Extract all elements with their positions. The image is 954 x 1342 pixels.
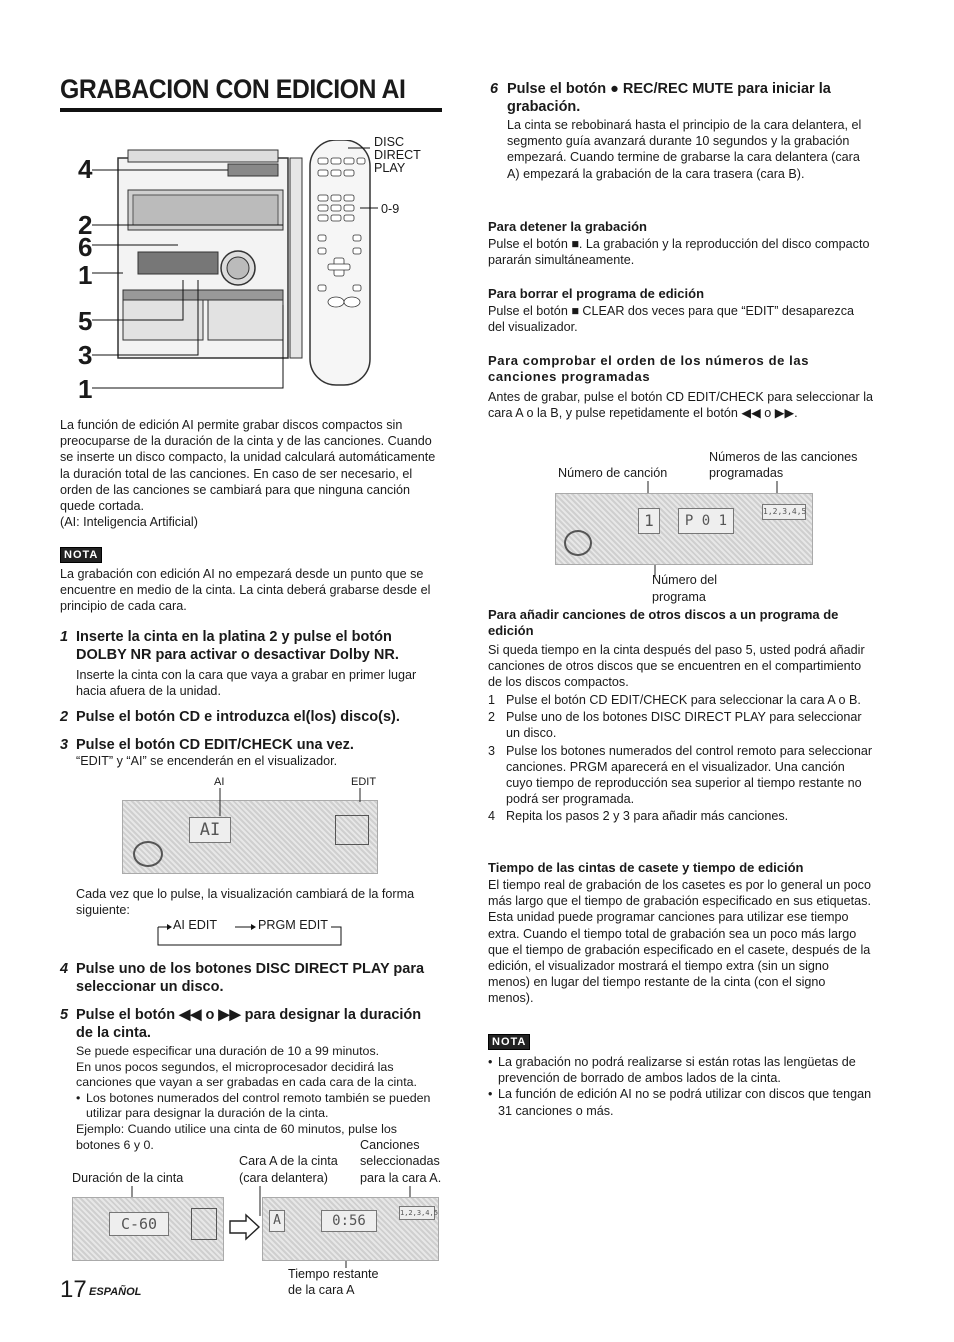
comprobar-lcd-tracks: 1,2,3,4,5 xyxy=(762,504,806,520)
lbl-numero-del: Número del xyxy=(652,573,718,587)
lbl-de-cara-a: de la cara A xyxy=(288,1283,355,1297)
lbl-para-cara: para la cara A. xyxy=(360,1171,442,1185)
step-3-number: 3 xyxy=(60,737,69,753)
lbl-programadas: programadas xyxy=(709,466,784,480)
detener-body: Pulse el botón ■. La grabación y la reproducción del disco compacto pararán simultáneamente. xyxy=(488,237,870,268)
disc-icon xyxy=(564,530,592,556)
callout-4: 4 xyxy=(78,154,93,184)
step-3-title: Pulse el botón CD EDIT/CHECK una vez. xyxy=(76,737,354,753)
list-item: 4 Repita los pasos 2 y 3 para añadir más canciones. xyxy=(488,809,789,824)
page-language: ESPAÑOL xyxy=(89,1286,142,1298)
borrar-body: Pulse el botón ■ CLEAR dos veces para que “EDIT” desaparezca del visualizador. xyxy=(488,304,855,335)
step-5-lcd-tape-length: C-60 xyxy=(109,1212,169,1236)
nota-1-text: La grabación con edición AI no empezará desde un punto que se encuentre en medio de la cinta. La cinta deberá grabarse desde el principio de cada cara. xyxy=(60,567,431,614)
remote-label-0-9: 0-9 xyxy=(381,202,400,216)
anadir-list xyxy=(488,692,873,825)
disc-icon xyxy=(133,841,163,867)
step-5-body-2: En unos pocos segundos, el microprocesador decidirá las canciones que vayan a ser grabadas en cada cara de la cinta. xyxy=(76,1059,417,1090)
callout-1b: 1 xyxy=(78,374,93,404)
remote-label-disc: DISC xyxy=(374,135,405,149)
step-6-number: 6 xyxy=(490,81,499,97)
callout-3: 3 xyxy=(78,340,93,370)
page-title: GRABACION CON EDICION AI xyxy=(60,74,406,104)
lbl-delantera: (cara delantera) xyxy=(239,1171,328,1185)
step-5-lcd-side: A xyxy=(269,1210,285,1232)
step-6-body: La cinta se rebobinará hasta el principio de la cara delantera, el segmento guía avanzará durante 10 segundos y la grabación empezará. Cuando termine de grabarse la cara delantera (cara A) empezará la grabación de la cara trasera (cara B). xyxy=(507,118,862,181)
step-2-heading xyxy=(60,708,450,726)
step-2-title: Pulse el botón CD e introduzca el(los) disco(s). xyxy=(76,709,400,725)
step-5-number: 5 xyxy=(60,1007,69,1023)
list-item: 1 Pulse el botón CD EDIT/CHECK para seleccionar la cara A o B. xyxy=(488,693,861,707)
step-3-body: “EDIT” y “AI” se encenderán en el visualizador. xyxy=(76,754,338,768)
step-3-heading xyxy=(60,736,442,754)
stereo-illustration xyxy=(78,140,438,395)
intro-body: La función de edición AI permite grabar discos compactos sin preocuparse de la duración de la cinta y de las canciones. Cuando se inserte un disco compacto, la unidad calculará automáticamente la duración total de las canciones. En caso de ser necesario, el orden de las canciones se cambiará para que ninguna canción quede cortada. xyxy=(60,418,436,514)
anadir-heading: Para añadir canciones de otros discos a un programa de edición xyxy=(488,607,839,638)
lbl-cara-a: Cara A de la cinta xyxy=(239,1154,338,1168)
lbl-programa: programa xyxy=(652,590,706,604)
step-3-label-ai: AI xyxy=(214,776,225,788)
step-5-bullet-text: Los botones numerados del control remoto también se pueden utilizar para designar la duración de la cinta. xyxy=(86,1090,431,1121)
step-5-lcd-tracks: 1,2,3,4,5 xyxy=(399,1206,435,1220)
list-item: • La grabación no podrá realizarse si están rotas las lengüetas de prevención de borrado de ambos lados de la cinta. xyxy=(488,1055,856,1086)
step-4-title: Pulse uno de los botones DISC DIRECT PLAY para seleccionar un disco. xyxy=(76,961,425,995)
comprobar-display xyxy=(555,493,813,565)
step-5-lcd-remaining: 0:56 xyxy=(321,1210,377,1232)
step-5-bullet: • Los botones numerados del control remoto también se pueden utilizar para designar la duración de la cinta. xyxy=(76,1091,442,1122)
detener-heading: Para detener la grabación xyxy=(488,219,647,234)
intro-note: (AI: Inteligencia Artificial) xyxy=(60,515,198,530)
comprobar-lcd-track: 1 xyxy=(638,508,660,534)
callout-5: 5 xyxy=(78,306,93,336)
lbl-duracion: Duración de la cinta xyxy=(72,1171,184,1185)
step-1-body: Inserte la cinta con la cara que vaya a grabar en primer lugar hacia afuera de la unidad. xyxy=(76,668,417,699)
tiempo-heading: Tiempo de las cintas de casete y tiempo de edición xyxy=(488,860,804,875)
comprobar-body: Antes de grabar, pulse el botón CD EDIT/CHECK para seleccionar la cara A o la B, y pulse repetidamente el botón ◀◀ o ▶▶. xyxy=(488,390,874,421)
step-4-heading xyxy=(60,960,444,996)
step-3-lcd-text: AI xyxy=(189,817,231,843)
list-item: 3 Pulse los botones numerados del control remoto para seleccionar canciones. PRGM aparecerá en el visualizador. Una canción cuyo tiempo de reproducción sea superior al tiempo restante no podrá ser programada. xyxy=(488,743,873,807)
borrar-heading: Para borrar el programa de edición xyxy=(488,286,705,301)
step-5-display-1 xyxy=(72,1197,224,1261)
step-6-title: Pulse el botón ● REC/REC MUTE para iniciar la grabación. xyxy=(507,81,831,115)
comprobar-heading: Para comprobar el orden de los números de las canciones programadas xyxy=(488,353,810,384)
step-1-heading xyxy=(60,628,442,664)
step-4-number: 4 xyxy=(60,961,69,977)
remote-label-direct: DIRECT xyxy=(374,148,421,162)
callout-1a: 1 xyxy=(78,260,93,290)
cycle-ai-edit: AI EDIT xyxy=(173,918,218,932)
step-3-pointer-lines xyxy=(120,788,380,818)
nota-2-list xyxy=(488,1054,873,1119)
comprobar-lcd-program: P 0 1 xyxy=(678,508,734,534)
callout-6: 6 xyxy=(78,232,93,262)
step-1-title: Inserte la cinta en la platina 2 y pulse el botón DOLBY NR para activar o desactivar Dolby NR. xyxy=(76,629,399,663)
lbl-canciones: Canciones xyxy=(360,1138,420,1152)
cycle-prgm-edit: PRGM EDIT xyxy=(258,918,328,932)
tiempo-body: El tiempo real de grabación de los casetes es por lo general un poco más largo que el tiempo de grabación especificado en sus etiquetas. Esta unidad puede programar canciones para utilizar ese tiempo extra. Cuando el tiempo total de grabación sea un poco más largo que el tiempo de grabación especificado en el casete, después de la edición, el visualizador mostrará el tiempo extra (sin un signo menos) en lugar del tiempo restante de la cinta (con el signo menos). xyxy=(488,878,871,1006)
step-6-heading xyxy=(490,80,874,116)
lbl-tiempo-restante: Tiempo restante xyxy=(288,1267,379,1281)
arrow-right-icon xyxy=(228,1212,262,1242)
step-5-body-1: Se puede especificar una duración de 10 a 99 minutos. xyxy=(76,1044,380,1058)
lbl-numero-cancion: Número de canción xyxy=(558,466,668,480)
tape-indicator xyxy=(191,1208,217,1240)
intro-text xyxy=(60,417,442,530)
step-2-number: 2 xyxy=(60,709,69,725)
callout-2: 2 xyxy=(78,210,93,240)
step-1-number: 1 xyxy=(60,629,69,645)
list-item: 2 Pulse uno de los botones DISC DIRECT PLAY para seleccionar un disco. xyxy=(488,710,862,741)
nota-badge-2: NOTA xyxy=(488,1034,530,1050)
lbl-numeros-canciones: Números de las canciones xyxy=(709,450,858,464)
list-item: • La función de edición AI no se podrá utilizar con discos que tengan 31 canciones o más. xyxy=(488,1087,872,1118)
device-figure xyxy=(78,135,438,404)
anadir-body: Si queda tiempo en la cinta después del paso 5, usted podrá añadir canciones de otros discos que se encuentren en el compartimiento de los discos compactos. xyxy=(488,643,865,690)
step-5-example: Ejemplo: Cuando utilice una cinta de 60 minutos, pulse los botones 6 y 0. xyxy=(76,1121,397,1152)
step-5-display-2 xyxy=(262,1197,439,1261)
step-3-label-edit: EDIT xyxy=(351,776,377,788)
title-rule xyxy=(60,108,442,112)
page-number: 17 xyxy=(60,1276,87,1303)
lbl-seleccionadas: seleccionadas xyxy=(360,1154,440,1168)
step-3-after: Cada vez que lo pulse, la visualización cambiará de la forma siguiente: xyxy=(76,887,415,918)
remote-label-play: PLAY xyxy=(374,161,406,175)
nota-badge-1: NOTA xyxy=(60,547,102,563)
step-5-heading xyxy=(60,1006,442,1042)
edit-indicator xyxy=(335,815,369,845)
step-5-title: Pulse el botón ◀◀ o ▶▶ para designar la duración de la cinta. xyxy=(76,1007,422,1041)
